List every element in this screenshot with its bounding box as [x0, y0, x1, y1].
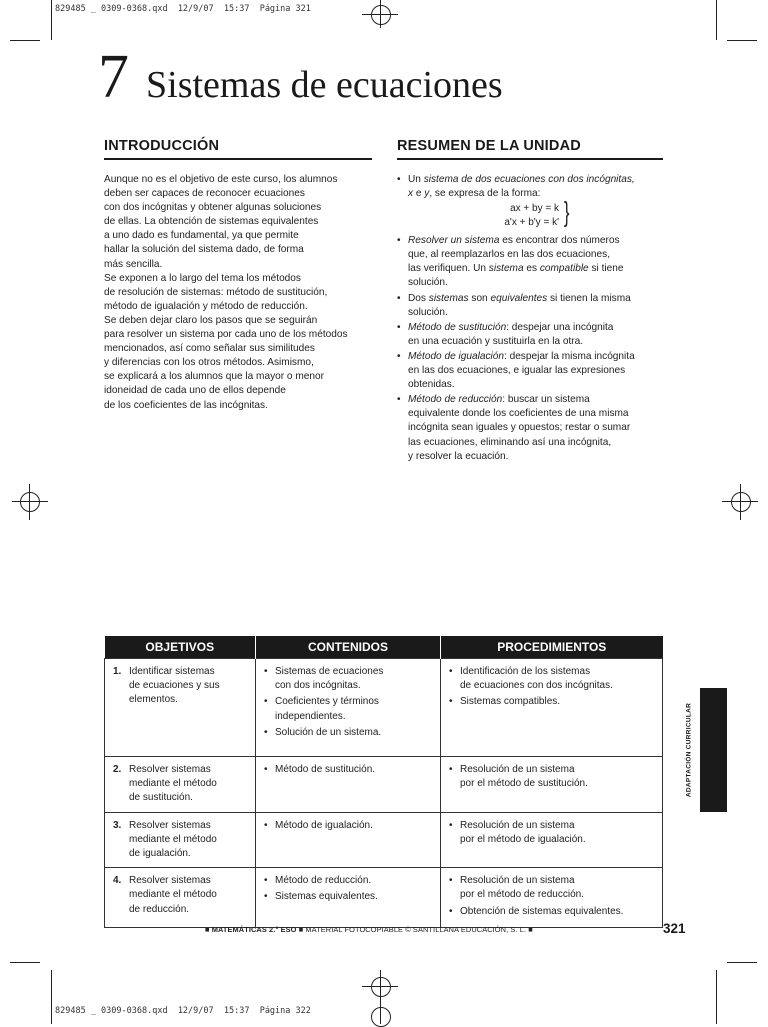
bullet-item — [449, 874, 656, 902]
objective-number: 3. — [113, 819, 122, 831]
content-cell — [256, 757, 441, 813]
objective-number: 2. — [113, 764, 122, 775]
intro-rule — [104, 158, 372, 160]
text: Método de igualación — [408, 350, 504, 362]
bullet: • — [449, 875, 453, 887]
intro-paragraph-2 — [104, 272, 369, 413]
text: Dos — [408, 292, 429, 304]
crop-mark — [51, 970, 52, 1024]
bullet-line: Coeficientes y términos — [275, 696, 379, 708]
objective-line: Resolver sistemas — [129, 875, 211, 887]
bullet: • — [397, 394, 401, 406]
summary-item — [397, 234, 665, 290]
text: incógnita sean iguales y opuestos; restar o sumar — [408, 422, 631, 434]
bullet-item — [264, 874, 434, 888]
bullet: • — [449, 819, 453, 831]
bullet-text — [460, 874, 584, 902]
bullet-item — [449, 905, 656, 919]
text: : despejar una incógnita — [506, 321, 614, 333]
bullet-item — [264, 695, 434, 723]
bullet-line: Resolución de un sistema — [460, 819, 575, 831]
summary-item — [397, 393, 665, 463]
objective — [113, 874, 249, 917]
header-procedimientos: PROCEDIMIENTOS — [441, 636, 663, 659]
intro-line: Se exponen a lo largo del tema los métodos — [104, 272, 301, 284]
text: en una ecuación y sustituirla en la otra. — [408, 335, 584, 347]
bullet-item — [449, 763, 656, 791]
text: en las dos ecuaciones, e igualar las expresiones — [408, 365, 626, 377]
objective-line: Resolver sistemas — [129, 819, 211, 831]
intro-line: Se deben dejar claro los pasos que se seguirán — [104, 314, 318, 326]
intro-line: a uno dado es fundamental, ya que permite — [104, 230, 299, 242]
text: Método de sustitución — [408, 321, 507, 333]
content-cell — [256, 659, 441, 757]
procedure-cell — [441, 868, 663, 928]
objective-line: mediante el método — [129, 778, 217, 790]
footer-copyright: MATERIAL FOTOCOPIABLE © SANTILLANA EDUCACIÓN, S. L. — [305, 925, 527, 934]
bullet-line: Sistemas equivalentes. — [275, 891, 378, 903]
intro-line: idoneidad de cada uno de ellos depende — [104, 385, 286, 397]
bullet: • — [397, 292, 401, 304]
bullet-text — [275, 665, 383, 693]
text: solución. — [408, 277, 448, 289]
objective-text — [129, 763, 217, 806]
objective-text — [129, 665, 220, 708]
objective-cell — [105, 757, 256, 813]
header-objetivos: OBJETIVOS — [105, 636, 256, 659]
text: sistemas — [428, 292, 469, 304]
registration-line — [740, 484, 741, 520]
bullet: • — [264, 666, 268, 677]
text: , se expresa de la forma: — [429, 188, 541, 200]
intro-text — [104, 173, 369, 413]
header-contenidos: CONTENIDOS — [256, 636, 441, 659]
side-tab — [700, 688, 727, 812]
bullet-line: por el método de sustitución. — [460, 778, 588, 790]
registration-mark-icon — [731, 492, 751, 512]
text: y — [424, 188, 430, 200]
bullet-line: Resolución de un sistema — [460, 875, 575, 887]
text: equivalentes — [490, 292, 548, 304]
bullet: • — [397, 321, 401, 333]
registration-mark-icon — [371, 5, 391, 25]
text: e — [413, 188, 425, 200]
text: son — [468, 292, 491, 304]
bullet-item — [449, 695, 656, 709]
objective-line: de sustitución. — [129, 792, 193, 804]
table-row — [105, 812, 663, 868]
text: sistema de dos ecuaciones con dos incógnitas, — [423, 174, 635, 185]
registration-mark-icon — [371, 1007, 391, 1027]
bullet: • — [397, 174, 401, 185]
content-cell — [256, 812, 441, 868]
intro-line: más sencilla. — [104, 258, 163, 270]
bullet-item — [449, 819, 656, 847]
crop-mark — [10, 962, 40, 963]
summary-item — [397, 292, 665, 320]
bullet-text — [460, 665, 613, 693]
slug-bottom: 829485 _ 0309-0368.qxd 12/9/07 15:37 Página 322 — [55, 1006, 311, 1016]
text: : buscar un sistema — [502, 394, 590, 406]
text: es encontrar dos números — [499, 235, 620, 247]
intro-line: de los coeficientes de las incógnitas. — [104, 399, 268, 411]
text: es — [523, 263, 540, 275]
objective-line: mediante el método — [129, 833, 217, 845]
bullet-item — [264, 763, 434, 777]
intro-line: hallar la solución del sistema dado, de forma — [104, 244, 304, 256]
objectives-table — [104, 636, 663, 928]
text: las verifiquen. Un — [408, 263, 489, 275]
equation-1: ax + by = k — [510, 203, 559, 215]
summary-item — [397, 321, 665, 349]
text: solución. — [408, 306, 448, 318]
objective-line: Resolver sistemas — [129, 764, 211, 775]
side-label-text: ADAPTACIÓN CURRICULAR — [685, 702, 693, 798]
objective-cell — [105, 812, 256, 868]
table-row — [105, 659, 663, 757]
objective-line: de reducción. — [129, 903, 190, 915]
bullet-line: con dos incógnitas. — [275, 680, 361, 692]
text: si tiene — [588, 263, 624, 275]
table-header-row — [105, 636, 663, 659]
side-label — [682, 690, 696, 810]
equation-2: a'x + b'y = k' — [504, 217, 559, 229]
footer — [205, 925, 533, 934]
bullet-item — [264, 665, 434, 693]
objective-line: Identificar sistemas — [129, 666, 215, 677]
registration-mark-icon — [371, 977, 391, 997]
objective-cell — [105, 659, 256, 757]
crop-mark — [727, 40, 757, 41]
text: equivalente donde los coeficientes de una misma — [408, 408, 629, 420]
bullet-line: Resolución de un sistema — [460, 764, 575, 775]
intro-line: para resolver un sistema por cada uno de los métodos — [104, 329, 348, 341]
intro-line: se explicará a los alumnos que la mayor o menor — [104, 371, 324, 383]
objective-text — [129, 874, 217, 917]
text: y resolver la ecuación. — [408, 450, 509, 462]
bullet-line: de ecuaciones con dos incógnitas. — [460, 680, 613, 692]
intro-line: con dos incógnitas y obtener algunas soluciones — [104, 202, 322, 214]
bullet-line: Método de reducción. — [275, 875, 372, 887]
objective-line: de ecuaciones y sus — [129, 680, 220, 692]
registration-line — [380, 0, 381, 28]
text: si tienen la misma — [547, 292, 631, 304]
square-icon: ■ — [528, 925, 533, 934]
chapter-title: Sistemas de ecuaciones — [146, 64, 503, 106]
table-row — [105, 757, 663, 813]
bullet-line: Solución de un sistema. — [275, 726, 382, 738]
objective-number: 4. — [113, 875, 122, 887]
intro-line: deben ser capaces de reconocer ecuaciones — [104, 188, 305, 200]
bullet-text — [275, 890, 378, 904]
footer-subject: MATEMÁTICAS 2.° ESO — [211, 925, 297, 934]
bullet-text — [460, 763, 588, 791]
intro-line: mencionados, así como señalar sus similitudes — [104, 343, 315, 355]
objective-line: de igualación. — [129, 848, 191, 860]
intro-line: y diferencias con los otros métodos. Asimismo, — [104, 357, 314, 369]
bullet-text — [460, 695, 560, 709]
slug-top: 829485 _ 0309-0368.qxd 12/9/07 15:37 Página 321 — [55, 4, 311, 14]
bullet: • — [449, 696, 453, 708]
objective-cell — [105, 868, 256, 928]
bullet-line: Obtención de sistemas equivalentes. — [460, 905, 624, 917]
bullet-line: Sistemas compatibles. — [460, 696, 561, 708]
intro-paragraph-1 — [104, 173, 369, 272]
text: Método de reducción — [408, 394, 503, 406]
bullet: • — [397, 350, 401, 362]
text: : despejar la misma incógnita — [503, 350, 635, 362]
intro-line: de resolución de sistemas: método de sustitución, — [104, 286, 328, 298]
bullet: • — [264, 696, 268, 708]
objective-text — [129, 819, 217, 862]
bullet-line: independientes. — [275, 710, 346, 722]
bullet: • — [449, 764, 453, 775]
page-number: 321 — [663, 921, 686, 936]
bullet: • — [264, 891, 268, 903]
text: las ecuaciones, eliminando así una incógnita, — [408, 436, 612, 448]
summary-heading: RESUMEN DE LA UNIDAD — [397, 138, 581, 154]
text: sistema — [488, 263, 524, 275]
crop-mark — [727, 962, 757, 963]
intro-line: método de igualación y método de reducción. — [104, 300, 308, 312]
brace: } — [563, 196, 570, 228]
table-row — [105, 868, 663, 928]
content-cell — [256, 868, 441, 928]
summary-rule — [397, 158, 663, 160]
procedure-cell — [441, 757, 663, 813]
square-icon: ■ — [205, 925, 210, 934]
bullet: • — [264, 764, 268, 775]
bullet-line: Identificación de los sistemas — [460, 666, 591, 677]
summary-list — [397, 173, 665, 465]
crop-mark — [51, 0, 52, 40]
intro-line: Aunque no es el objetivo de este curso, los alumnos — [104, 174, 338, 185]
bullet: • — [264, 819, 268, 831]
crop-mark — [716, 0, 717, 40]
bullet-text — [460, 905, 623, 919]
square-icon: ■ — [298, 925, 304, 934]
text: obtenidas. — [408, 379, 455, 391]
summary-item — [397, 173, 665, 201]
objective — [113, 763, 249, 806]
bullet-text — [275, 763, 375, 777]
objective — [113, 819, 249, 862]
bullet-item — [264, 819, 434, 833]
bullet-text — [460, 819, 586, 847]
text: que, al reemplazarlos en las dos ecuaciones, — [408, 249, 610, 261]
chapter-number: 7 — [98, 43, 129, 111]
summary-item — [397, 350, 665, 392]
bullet-line: por el método de reducción. — [460, 889, 584, 901]
text: Resolver un sistema — [408, 235, 500, 247]
equation-system — [497, 196, 665, 234]
text: compatible — [539, 263, 589, 275]
objective — [113, 665, 249, 708]
bullet: • — [449, 666, 453, 677]
bullet-line: por el método de igualación. — [460, 833, 586, 845]
crop-mark — [716, 970, 717, 1024]
text: Un — [408, 174, 424, 185]
bullet-line: Método de sustitución. — [275, 764, 376, 775]
bullet-text — [275, 874, 371, 888]
objective-number: 1. — [113, 666, 122, 677]
bullet: • — [264, 875, 268, 887]
bullet-text — [275, 695, 379, 723]
bullet: • — [264, 726, 268, 738]
bullet-item — [264, 726, 434, 740]
procedure-cell — [441, 659, 663, 757]
bullet-item — [264, 890, 434, 904]
procedure-cell — [441, 812, 663, 868]
objective-line: mediante el método — [129, 889, 217, 901]
intro-line: de ellas. La obtención de sistemas equivalentes — [104, 216, 319, 228]
bullet-item — [449, 665, 656, 693]
crop-mark — [10, 40, 40, 41]
bullet: • — [397, 235, 401, 247]
objective-line: elementos. — [129, 694, 178, 706]
bullet-text — [275, 726, 381, 740]
bullet-line: Sistemas de ecuaciones — [275, 666, 384, 677]
bullet: • — [449, 905, 453, 917]
registration-mark-icon — [20, 492, 40, 512]
registration-line — [12, 501, 48, 502]
bullet-text — [275, 819, 373, 833]
registration-line — [29, 484, 30, 520]
bullet-line: Método de igualación. — [275, 819, 373, 831]
text: x — [408, 188, 414, 200]
intro-heading: INTRODUCCIÓN — [104, 138, 220, 154]
